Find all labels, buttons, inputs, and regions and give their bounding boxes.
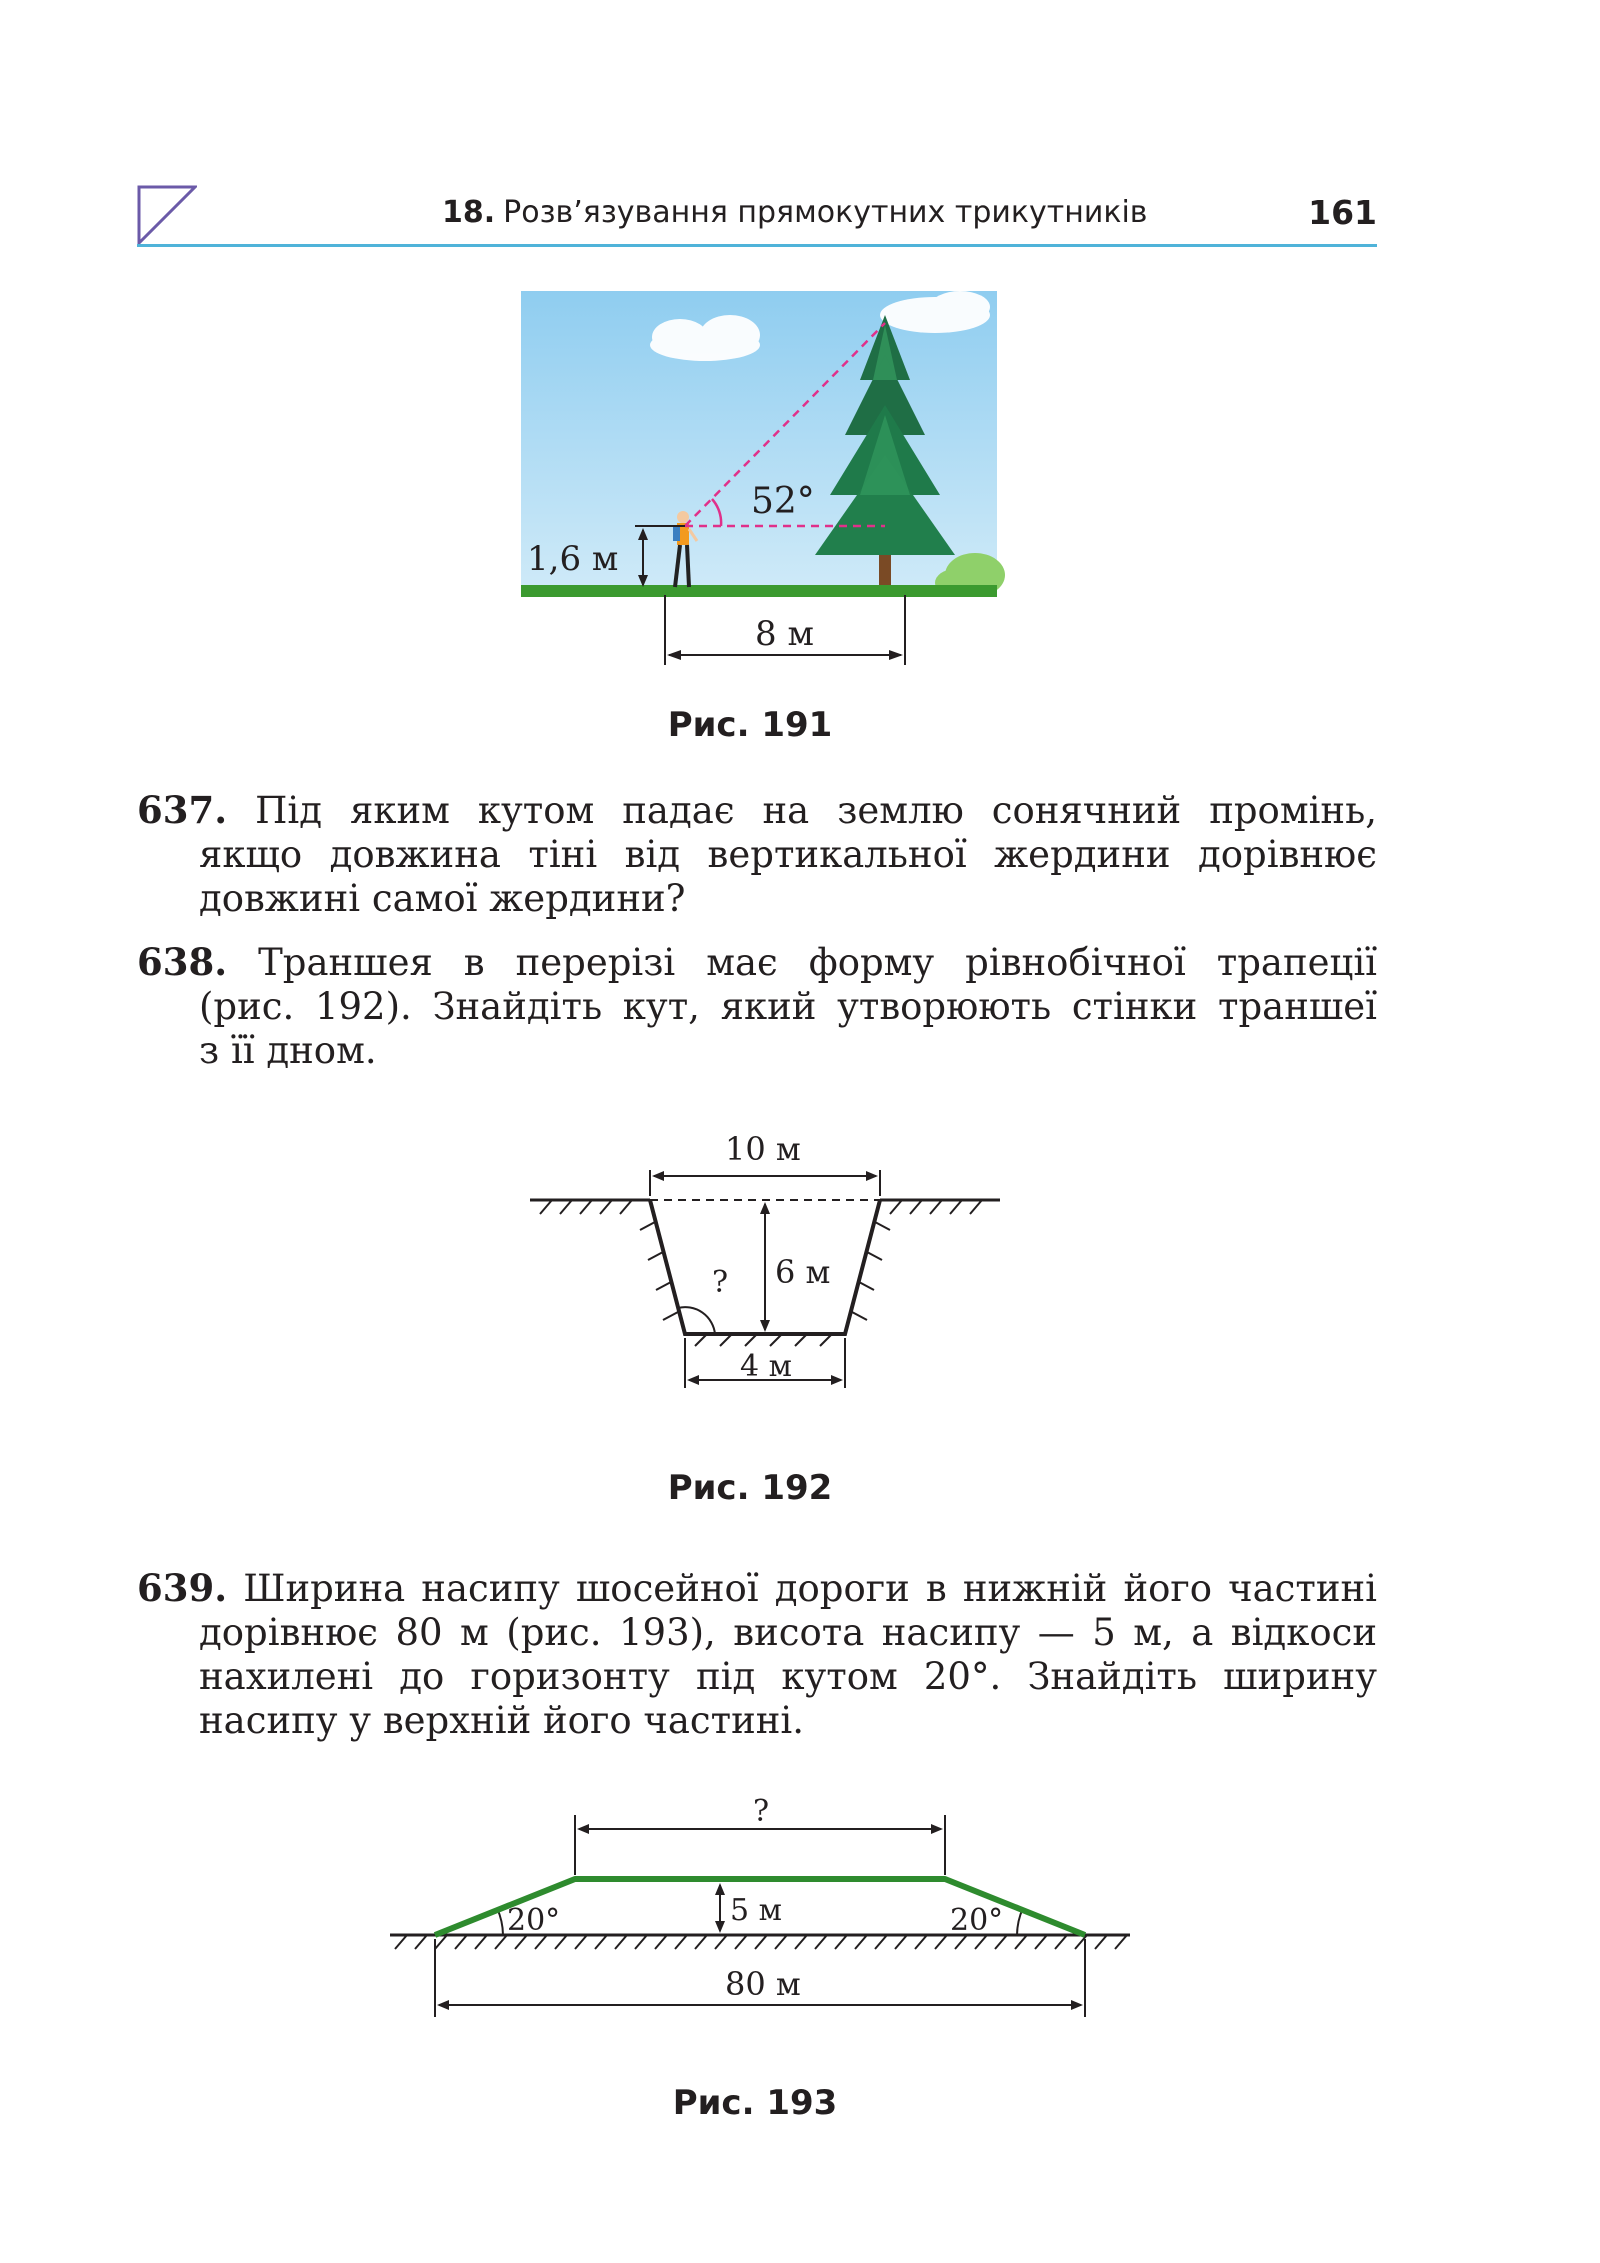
- left-angle-label: 20°: [507, 1903, 561, 1938]
- ground: [521, 585, 997, 597]
- problem-line: 638. Траншея в перерізі має форму рівнобічної трапеції: [137, 940, 1377, 984]
- right-angle-label: 20°: [950, 1903, 1004, 1938]
- figure-193-caption: Рис. 193: [672, 2083, 838, 2123]
- problem-638: [137, 940, 1377, 1073]
- figure-191-caption: Рис. 191: [667, 705, 833, 745]
- section-number: 18.: [442, 195, 496, 230]
- bottom-label-80m: 80 м: [725, 1965, 801, 2003]
- problem-line: 639. Ширина насипу шосейної дороги в нижній його частині: [137, 1566, 1378, 1610]
- figure-191: [515, 285, 1005, 670]
- height-label-1-6m: 1,6 м: [527, 539, 619, 579]
- problem-line: з її дном.: [199, 1029, 377, 1072]
- angle-question-label: ?: [712, 1265, 729, 1300]
- problem-line: насипу у верхній його частині.: [199, 1699, 805, 1742]
- angle-label-52: 52°: [751, 481, 815, 522]
- figure-192-caption: Рис. 192: [667, 1468, 833, 1508]
- problem-number: 639.: [137, 1566, 228, 1610]
- top-label-10m: 10 м: [725, 1130, 801, 1168]
- problem-line: довжині самої жердини?: [199, 877, 686, 920]
- problem-639: [137, 1566, 1377, 1743]
- problem-line: 637. Під яким кутом падає на землю сонячний промінь,: [137, 788, 1377, 832]
- page-number: 161: [1308, 193, 1377, 232]
- top-question-label: ?: [753, 1795, 770, 1829]
- figure-192: [510, 1130, 1010, 1410]
- problem-line: (рис. 192). Знайдіть кут, який утворюють стінки траншеї: [199, 985, 1377, 1028]
- problem-number: 638.: [137, 940, 228, 984]
- height-label-5m: 5 м: [730, 1893, 782, 1928]
- triangle-corner-icon: [137, 185, 197, 247]
- header-rule: [137, 244, 1377, 247]
- section-title-text: Розв’язування прямокутних трикутників: [503, 195, 1148, 230]
- distance-label-8m: 8 м: [755, 614, 814, 654]
- height-label-6m: 6 м: [775, 1253, 831, 1291]
- problem-line: нахилені до горизонту під кутом 20°. Знайдіть ширину: [199, 1655, 1377, 1698]
- problem-line: дорівнює 80 м (рис. 193), висота насипу — 5 м, а відкоси: [199, 1611, 1377, 1654]
- figure-193: [385, 1795, 1135, 2030]
- hatching: [540, 1200, 982, 1346]
- bottom-label-4m: 4 м: [740, 1349, 792, 1384]
- problem-number: 637.: [137, 788, 228, 832]
- problem-637: [137, 788, 1377, 921]
- page-header: [137, 185, 1377, 247]
- hatching: [395, 1935, 1127, 1949]
- problem-line: якщо довжина тіні від вертикальної жердини дорівнює: [199, 833, 1377, 876]
- section-title: [442, 195, 1147, 230]
